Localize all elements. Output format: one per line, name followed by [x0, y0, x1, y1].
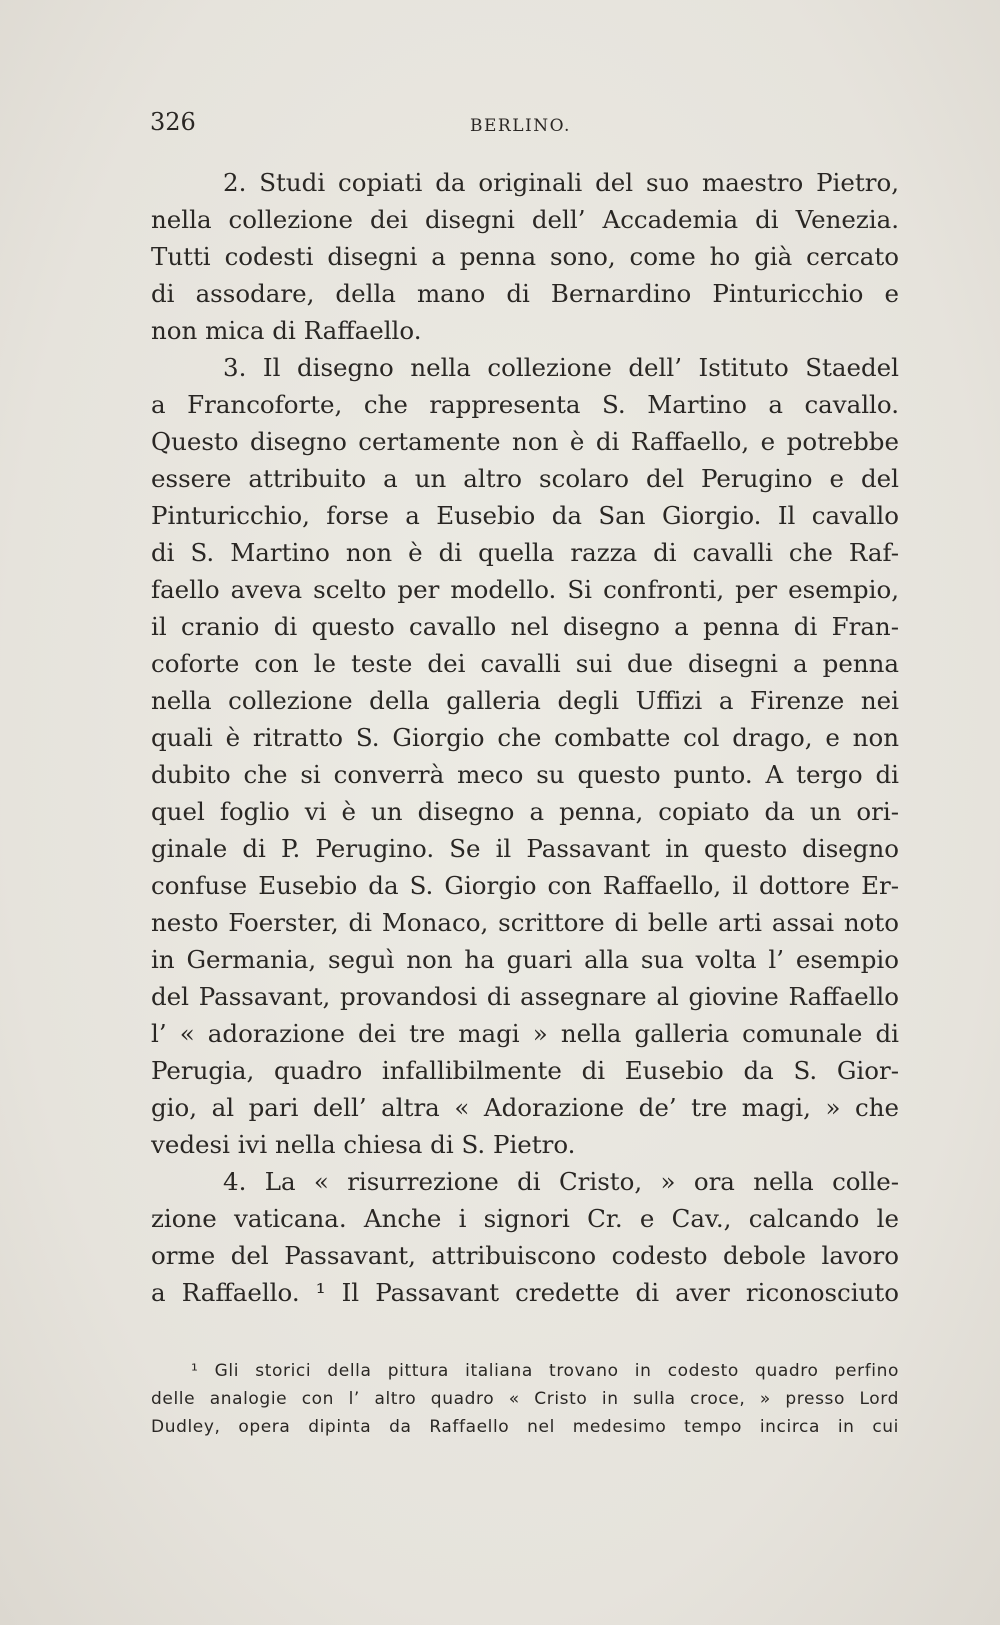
- text-line: Perugia, quadro infallibilmente di Eusebio da S. Gior-: [151, 1056, 899, 1085]
- footnote-line: Dudley, opera dipinta da Raffaello nel medesimo tempo incirca in cui: [151, 1417, 899, 1437]
- text-line: ginale di P. Perugino. Se il Passavant in questo disegno: [151, 834, 899, 863]
- text-line: del Passavant, provandosi di assegnare al giovine Raffaello: [151, 982, 899, 1011]
- text-line: coforte con le teste dei cavalli sui due disegni a penna: [151, 649, 899, 678]
- footnote-line: ¹ Gli storici della pittura italiana trovano in codesto quadro perfino: [191, 1361, 899, 1381]
- text-line: Questo disegno certamente non è di Raffaello, e potrebbe: [151, 427, 899, 456]
- text-line: faello aveva scelto per modello. Si confronti, per esempio,: [151, 575, 899, 604]
- text-line: non mica di Raffaello.: [151, 316, 422, 345]
- text-line: orme del Passavant, attribuiscono codesto debole lavoro: [151, 1241, 899, 1270]
- text-line: l’ « adorazione dei tre magi » nella galleria comunale di: [151, 1019, 899, 1048]
- text-line: nella collezione della galleria degli Uffizi a Firenze nei: [151, 686, 899, 715]
- text-line: Tutti codesti disegni a penna sono, come ho già cercato: [151, 242, 899, 271]
- text-line: confuse Eusebio da S. Giorgio con Raffaello, il dottore Er-: [151, 871, 899, 900]
- text-line: zione vaticana. Anche i signori Cr. e Cav., calcando le: [151, 1204, 899, 1233]
- text-line: gio, al pari dell’ altra « Adorazione de’ tre magi, » che: [151, 1093, 899, 1122]
- text-line: quali è ritratto S. Giorgio che combatte col drago, e non: [151, 723, 899, 752]
- text-line: nella collezione dei disegni dell’ Accademia di Venezia.: [151, 205, 899, 234]
- text-line: 3. Il disegno nella collezione dell’ Istituto Staedel: [223, 353, 899, 382]
- text-line: essere attribuito a un altro scolaro del Perugino e del: [151, 464, 899, 493]
- text-line: 4. La « risurrezione di Cristo, » ora nella colle-: [223, 1167, 899, 1196]
- text-line: Pinturicchio, forse a Eusebio da San Giorgio. Il cavallo: [151, 501, 899, 530]
- text-line: a Francoforte, che rappresenta S. Martino a cavallo.: [151, 390, 899, 419]
- text-line: 2. Studi copiati da originali del suo maestro Pietro,: [223, 168, 899, 197]
- text-line: nesto Foerster, di Monaco, scrittore di belle arti assai noto: [151, 908, 899, 937]
- page-number: 326: [150, 108, 196, 136]
- text-line: il cranio di questo cavallo nel disegno a penna di Fran-: [151, 612, 899, 641]
- body-text: [151, 164, 899, 1311]
- text-line: di S. Martino non è di quella razza di cavalli che Raf-: [151, 538, 899, 567]
- text-line: di assodare, della mano di Bernardino Pinturicchio e: [151, 279, 899, 308]
- text-line: a Raffaello. ¹ Il Passavant credette di aver riconosciuto: [151, 1278, 899, 1307]
- running-head: BERLINO.: [470, 116, 571, 136]
- page-header: [150, 108, 888, 142]
- text-line: dubito che si converrà meco su questo punto. A tergo di: [151, 760, 899, 789]
- text-line: in Germania, seguì non ha guari alla sua volta l’ esempio: [151, 945, 899, 974]
- text-line: quel foglio vi è un disegno a penna, copiato da un ori-: [151, 797, 899, 826]
- footnotes: [151, 1357, 899, 1441]
- text-line: vedesi ivi nella chiesa di S. Pietro.: [151, 1130, 576, 1159]
- footnote-line: delle analogie con l’ altro quadro « Cristo in sulla croce, » presso Lord: [151, 1389, 899, 1409]
